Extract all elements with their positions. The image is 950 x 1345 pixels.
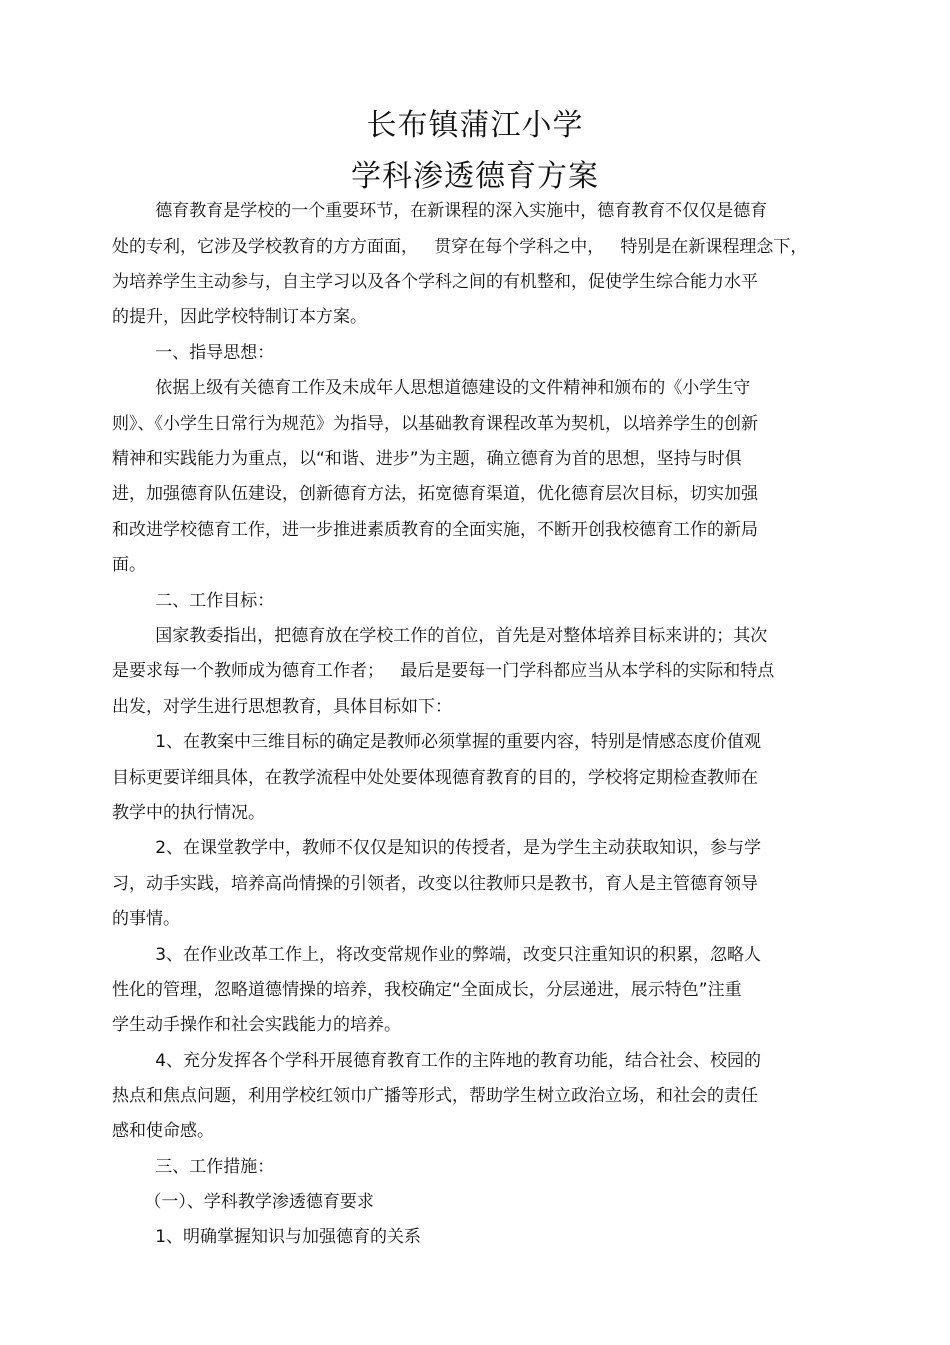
body-line: 出发，对学生进行思想教育，具体目标如下： [112, 697, 452, 717]
body-line: 4、充分发挥各个学科开展德育教育工作的主阵地的教育功能，结合社会、校园的 [112, 1051, 762, 1071]
body-line: 的事情。 [112, 909, 180, 929]
body-line: 和改进学校德育工作，进一步推进素质教育的全面实施，不断开创我校德育工作的新局 [112, 520, 758, 540]
body-line: 则》、《小学生日常行为规范》为指导，以基础教育课程改革为契机，以培养学生的创新 [112, 414, 758, 434]
body-line: 处的专利，它涉及学校教育的方方面面， 贯穿在每个学科之中， 特别是在新课程理念下， [112, 237, 808, 257]
body-line: 热点和焦点问题，利用学校红领巾广播等形式，帮助学生树立政治立场，和社会的责任 [112, 1086, 758, 1106]
body-line: 是要求每一个教师成为德育工作者； 最后是要每一门学科都应当从本学科的实际和特点 [112, 661, 775, 681]
body-line: 面。 [112, 555, 146, 575]
body-line: 的提升，因此学校特制订本方案。 [112, 307, 367, 327]
body-line: 教学中的执行情况。 [112, 803, 265, 823]
body-line: 为培养学生主动参与，自主学习以及各个学科之间的有机整和，促使学生综合能力水平 [112, 272, 758, 292]
body-line: 依据上级有关德育工作及未成年人思想道德建设的文件精神和颁布的《小学生守 [112, 378, 751, 398]
body-line: 3、在作业改革工作上，将改变常规作业的弊端，改变只注重知识的积累，忽略人 [112, 945, 762, 965]
section-heading: 三、工作措施： [112, 1157, 275, 1177]
subsection-heading: （一）、学科教学渗透德育要求 [112, 1192, 374, 1212]
body-line: 习，动手实践，培养高尚情操的引领者，改变以往教师只是教书，育人是主管德育领导 [112, 874, 758, 894]
body-line: 国家教委指出，把德育放在学校工作的首位，首先是对整体培养目标来讲的；其次 [112, 626, 768, 646]
body-line: 精神和实践能力为重点，以“和谐、进步”为主题，确立德育为首的思想，坚持与时俱 [112, 449, 742, 469]
body-line: 感和使命感。 [112, 1121, 214, 1141]
section-heading: 一、指导思想： [112, 343, 275, 363]
document-title-plan: 学科渗透德育方案 [351, 159, 599, 194]
document-title-school: 长布镇蒲江小学 [366, 108, 584, 143]
section-heading: 二、工作目标： [112, 591, 275, 611]
body-line: 2、在课堂教学中，教师不仅仅是知识的传授者，是为学生主动获取知识，参与学 [112, 838, 762, 858]
body-line: 德育教育是学校的一个重要环节，在新课程的深入实施中，德育教育不仅仅是德育 [112, 201, 768, 221]
body-line: 1、明确掌握知识与加强德育的关系 [112, 1227, 422, 1247]
body-line: 进，加强德育队伍建设，创新德育方法，拓宽德育渠道，优化德育层次目标，切实加强 [112, 484, 758, 504]
body-line: 性化的管理，忽略道德情操的培养，我校确定“全面成长，分层递进，展示特色”注重 [112, 980, 742, 1000]
body-line: 目标更要详细具体，在教学流程中处处要体现德育教育的目的，学校将定期检查教师在 [112, 768, 758, 788]
body-line: 1、在教案中三维目标的确定是教师必须掌握的重要内容，特别是情感态度价值观 [112, 732, 762, 752]
body-line: 学生动手操作和社会实践能力的培养。 [112, 1015, 401, 1035]
